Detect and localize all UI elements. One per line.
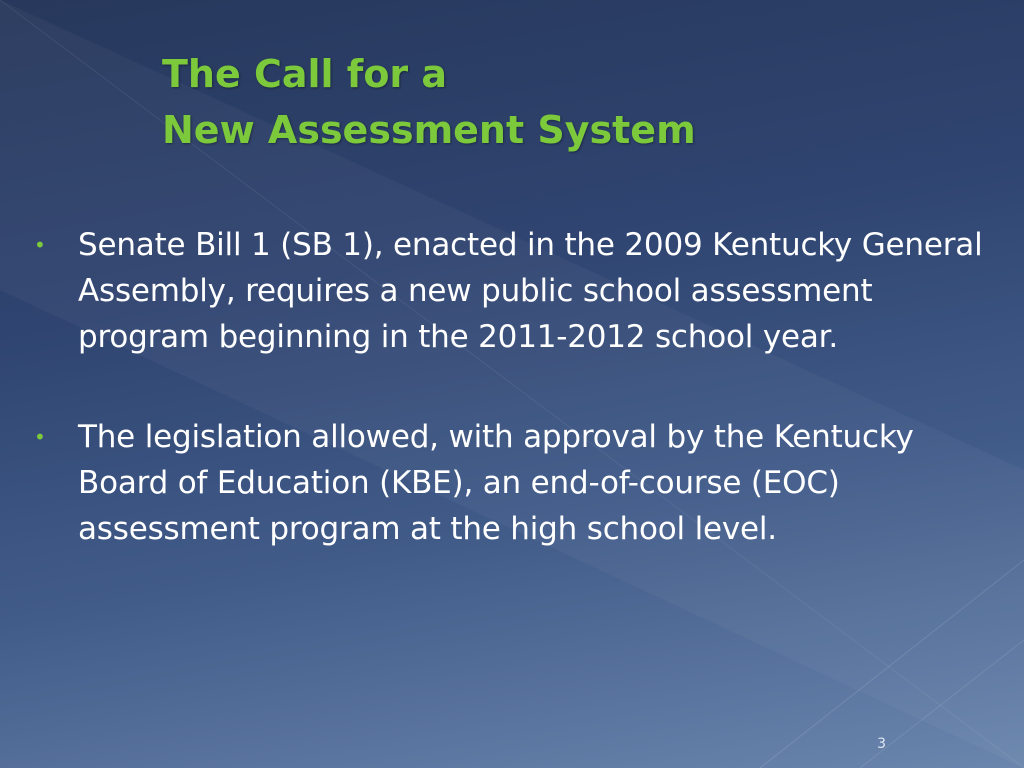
- title-line-1: The Call for a: [162, 52, 448, 96]
- bullet-text: The legislation allowed, with approval by the Kentucky Board of Education (KBE), an end-of-course (EOC) assessment program at the high school level.: [78, 419, 914, 547]
- title-line-2: New Assessment System: [162, 108, 696, 152]
- bullet-marker: •: [34, 425, 46, 449]
- bullet-item: [34, 222, 994, 360]
- slide-number: 3: [877, 736, 886, 752]
- slide-title: [162, 46, 942, 158]
- bullet-item: [34, 414, 994, 552]
- bullet-list: [34, 222, 994, 552]
- bullet-text: Senate Bill 1 (SB 1), enacted in the 2009 Kentucky General Assembly, requires a new public school assessment program beginning in the 2011-2012 school year.: [78, 227, 983, 355]
- bullet-marker: •: [34, 233, 46, 257]
